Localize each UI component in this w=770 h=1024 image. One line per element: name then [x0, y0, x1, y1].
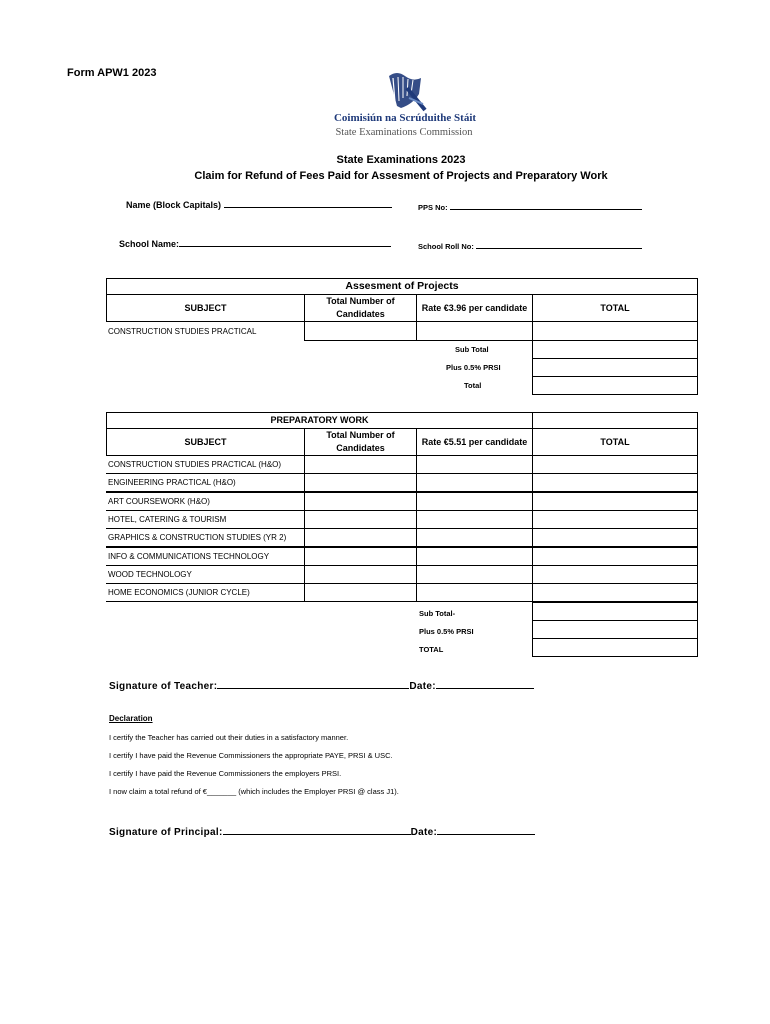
prep-candidates-input[interactable]	[304, 528, 417, 547]
prep-candidates-input[interactable]	[304, 583, 417, 602]
pps-field[interactable]	[418, 201, 642, 212]
prep-subtotal-label: Sub Total-	[419, 609, 456, 618]
prep-total-input[interactable]	[532, 638, 698, 657]
prep-rate-cell	[416, 547, 533, 566]
prep-total-input[interactable]	[532, 473, 698, 492]
prep-rate-cell	[416, 510, 533, 529]
projects-prsi-label: Plus 0.5% PRSI	[446, 363, 501, 372]
teacher-date-line[interactable]	[436, 680, 534, 689]
name-field[interactable]	[126, 199, 392, 210]
prep-candidates-input[interactable]	[304, 455, 417, 474]
project-row-subject: CONSTRUCTION STUDIES PRACTICAL	[106, 321, 305, 341]
principal-signature-line[interactable]	[223, 826, 411, 835]
prep-total-label: TOTAL	[419, 645, 444, 654]
teacher-date-label: Date:	[409, 681, 436, 692]
prep-total-input[interactable]	[532, 528, 698, 547]
principal-date-line[interactable]	[437, 826, 535, 835]
name-input[interactable]	[224, 199, 392, 208]
teacher-signature-label: Signature of Teacher:	[109, 681, 218, 692]
prep-rate-cell	[416, 565, 533, 584]
harp-logo-icon	[383, 68, 427, 112]
prep-col-total: TOTAL	[532, 428, 698, 456]
prep-row-subject: INFO & COMMUNICATIONS TECHNOLOGY	[106, 547, 305, 566]
prep-row-subject: CONSTRUCTION STUDIES PRACTICAL (H&O)	[106, 455, 305, 474]
school-name-field[interactable]	[119, 238, 391, 249]
form-title: State Examinations 2023	[336, 154, 466, 166]
prep-prsi-input[interactable]	[532, 620, 698, 639]
principal-date-label: Date:	[410, 827, 438, 838]
principal-signature-field[interactable]	[109, 826, 535, 838]
declaration-line: I certify I have paid the Revenue Commissioners the appropriate PAYE, PRSI & USC.	[109, 751, 393, 760]
name-label: Name (Block Capitals)	[126, 200, 224, 210]
col-rate: Rate €3.96 per candidate	[416, 294, 533, 322]
prep-candidates-input[interactable]	[304, 492, 417, 511]
pps-input[interactable]	[450, 201, 642, 210]
project-total-input[interactable]	[532, 321, 698, 341]
prep-col-rate: Rate €5.51 per candidate	[416, 428, 533, 456]
prep-total-input[interactable]	[532, 455, 698, 474]
prep-row-subject: HOME ECONOMICS (JUNIOR CYCLE)	[106, 583, 305, 602]
prep-candidates-input[interactable]	[304, 565, 417, 584]
declaration-heading: Declaration	[109, 714, 153, 723]
prep-row-subject: WOOD TECHNOLOGY	[106, 565, 305, 584]
prep-rate-cell	[416, 455, 533, 474]
prep-col-candidates: Total Number of Candidates	[304, 428, 417, 456]
teacher-signature-line[interactable]	[217, 680, 409, 689]
prep-rate-cell	[416, 583, 533, 602]
declaration-line: I certify the Teacher has carried out their duties in a satisfactory manner.	[109, 733, 349, 742]
prep-subtotal-input[interactable]	[532, 602, 698, 621]
projects-table-title: Assesment of Projects	[345, 279, 459, 292]
form-id: Form APW1 2023	[67, 67, 157, 79]
prep-row-subject: HOTEL, CATERING & TOURISM	[106, 510, 305, 529]
prep-total-input[interactable]	[532, 565, 698, 584]
projects-total-label: Total	[464, 381, 482, 390]
prep-col-subject: SUBJECT	[106, 428, 305, 456]
prep-row-subject: GRAPHICS & CONSTRUCTION STUDIES (YR 2)	[106, 528, 305, 547]
projects-prsi-input[interactable]	[532, 358, 698, 377]
col-candidates: Total Number of Candidates	[304, 294, 417, 322]
prep-candidates-input[interactable]	[304, 510, 417, 529]
project-candidates-input[interactable]	[304, 321, 417, 341]
roll-number-field[interactable]	[418, 240, 642, 251]
roll-number-label: School Roll No:	[418, 242, 476, 251]
pps-label: PPS No:	[418, 203, 450, 212]
declaration-line: I certify I have paid the Revenue Commissioners the employers PRSI.	[109, 769, 342, 778]
prep-table-title: PREPARATORY WORK	[270, 414, 369, 425]
projects-subtotal-label: Sub Total	[455, 345, 489, 354]
teacher-signature-field[interactable]	[109, 680, 534, 692]
prep-rate-cell	[416, 492, 533, 511]
prep-rate-cell	[416, 528, 533, 547]
roll-number-input[interactable]	[476, 240, 642, 249]
col-subject: SUBJECT	[106, 294, 305, 322]
principal-signature-label: Signature of Principal:	[109, 827, 223, 838]
prep-total-input[interactable]	[532, 583, 698, 602]
prep-total-input[interactable]	[532, 510, 698, 529]
prep-row-subject: ART COURSEWORK (H&O)	[106, 492, 305, 511]
prep-total-input[interactable]	[532, 547, 698, 566]
projects-subtotal-input[interactable]	[532, 340, 698, 359]
declaration-refund-line: I now claim a total refund of €_______ (which includes the Employer PRSI @ class J1).	[109, 787, 399, 796]
prep-rate-cell	[416, 473, 533, 492]
prep-candidates-input[interactable]	[304, 547, 417, 566]
prep-total-input[interactable]	[532, 492, 698, 511]
prep-prsi-label: Plus 0.5% PRSI	[419, 627, 474, 636]
prep-row-subject: ENGINEERING PRACTICAL (H&O)	[106, 473, 305, 492]
col-total: TOTAL	[532, 294, 698, 322]
project-rate-cell	[416, 321, 533, 341]
school-name-input[interactable]	[179, 238, 391, 247]
projects-total-input[interactable]	[532, 376, 698, 395]
form-subtitle: Claim for Refund of Fees Paid for Assesment of Projects and Preparatory Work	[194, 170, 608, 182]
org-name-irish: Coimisiún na Scrúduithe Stáit	[333, 112, 477, 124]
school-name-label: School Name:	[119, 239, 180, 249]
org-name-english: State Examinations Commission	[335, 127, 473, 138]
prep-candidates-input[interactable]	[304, 473, 417, 492]
